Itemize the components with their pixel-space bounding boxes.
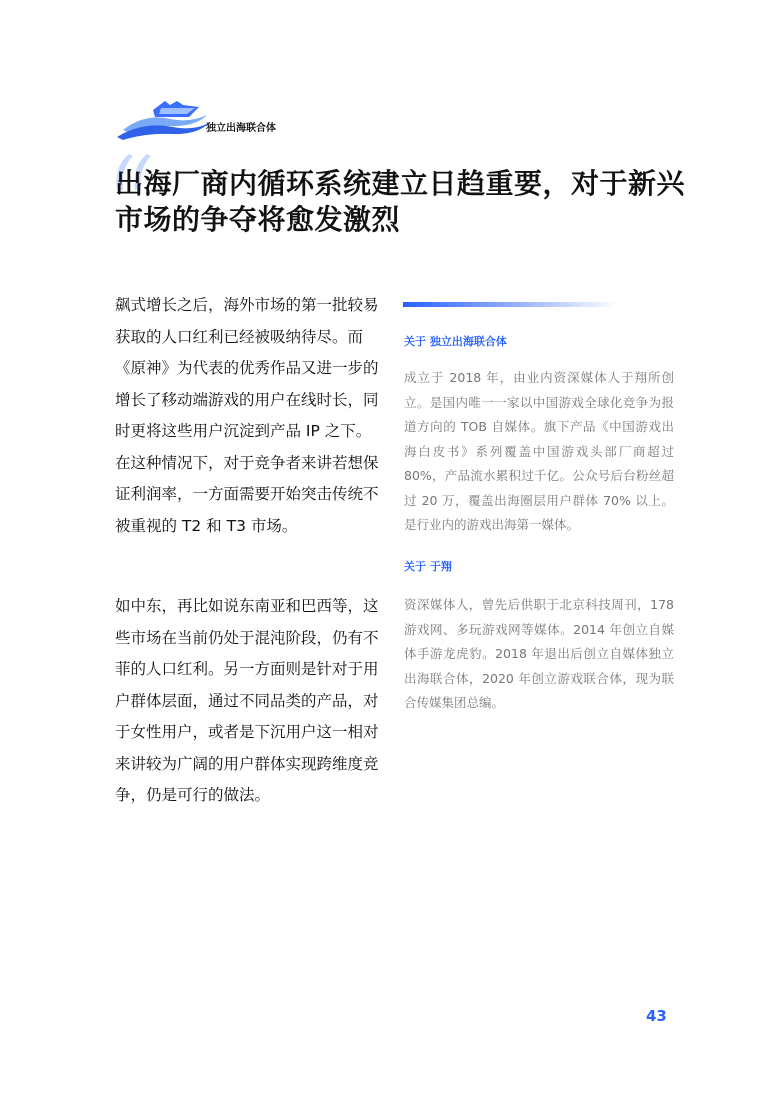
about-org-text: 成立于 2018 年，由业内资深媒体人于翔所创立。是国内唯一一家以中国游戏全球化竞争为报道方向的 TOB 自媒体。旗下产品《中国游戏出海白皮书》系列覆盖中国游戏头部厂商超过 80%，产品流水累积过千亿。公众号后台粉丝超过 20 万，覆盖出海圈层用户群体 70% 以上。是行业内的游戏出海第一媒体。: [404, 370, 674, 532]
article-paragraph-1: 飙式增长之后，海外市场的第一批较易获取的人口红利已经被吸纳待尽。而《原神》为代表的优秀作品又进一步的增长了移动端游戏的用户在线时长，同时更将这些用户沉淀到产品 IP 之下。在这种情况下，对于竞争者来讲若想保证利润率，一方面需要开始突击传统不被重视的 T2 和 T3 市场。: [115, 296, 379, 535]
brand-name: 独立出海联合体: [206, 123, 276, 134]
gradient-divider: [403, 302, 618, 307]
page-number: 43: [646, 1007, 667, 1025]
page-headline: 出海厂商内循环系统建立日趋重要，对于新兴市场的争夺将愈发激烈: [115, 167, 686, 236]
about-person-text: 资深媒体人，曾先后供职于北京科技周刊，178游戏网、多玩游戏网等媒体。2014 年创立自媒体手游龙虎豹。2018 年退出后创立自媒体独立出海联合体，2020 年创立游戏联合体，现为联合传媒集团总编。: [404, 597, 674, 710]
article-paragraph-2: 如中东，再比如说东南亚和巴西等，这些市场在当前仍处于混沌阶段，仍有不菲的人口红利。另一方面则是针对于用户群体层面，通过不同品类的产品，对于女性用户，或者是下沉用户这一相对来讲较为广阔的用户群体实现跨维度竞争，仍是可行的做法。: [115, 597, 379, 804]
boat-wave-logo-icon: [115, 95, 210, 140]
about-org-heading: 关于 独立出海联合体: [404, 335, 507, 348]
about-person-heading: 关于 于翔: [404, 560, 452, 573]
